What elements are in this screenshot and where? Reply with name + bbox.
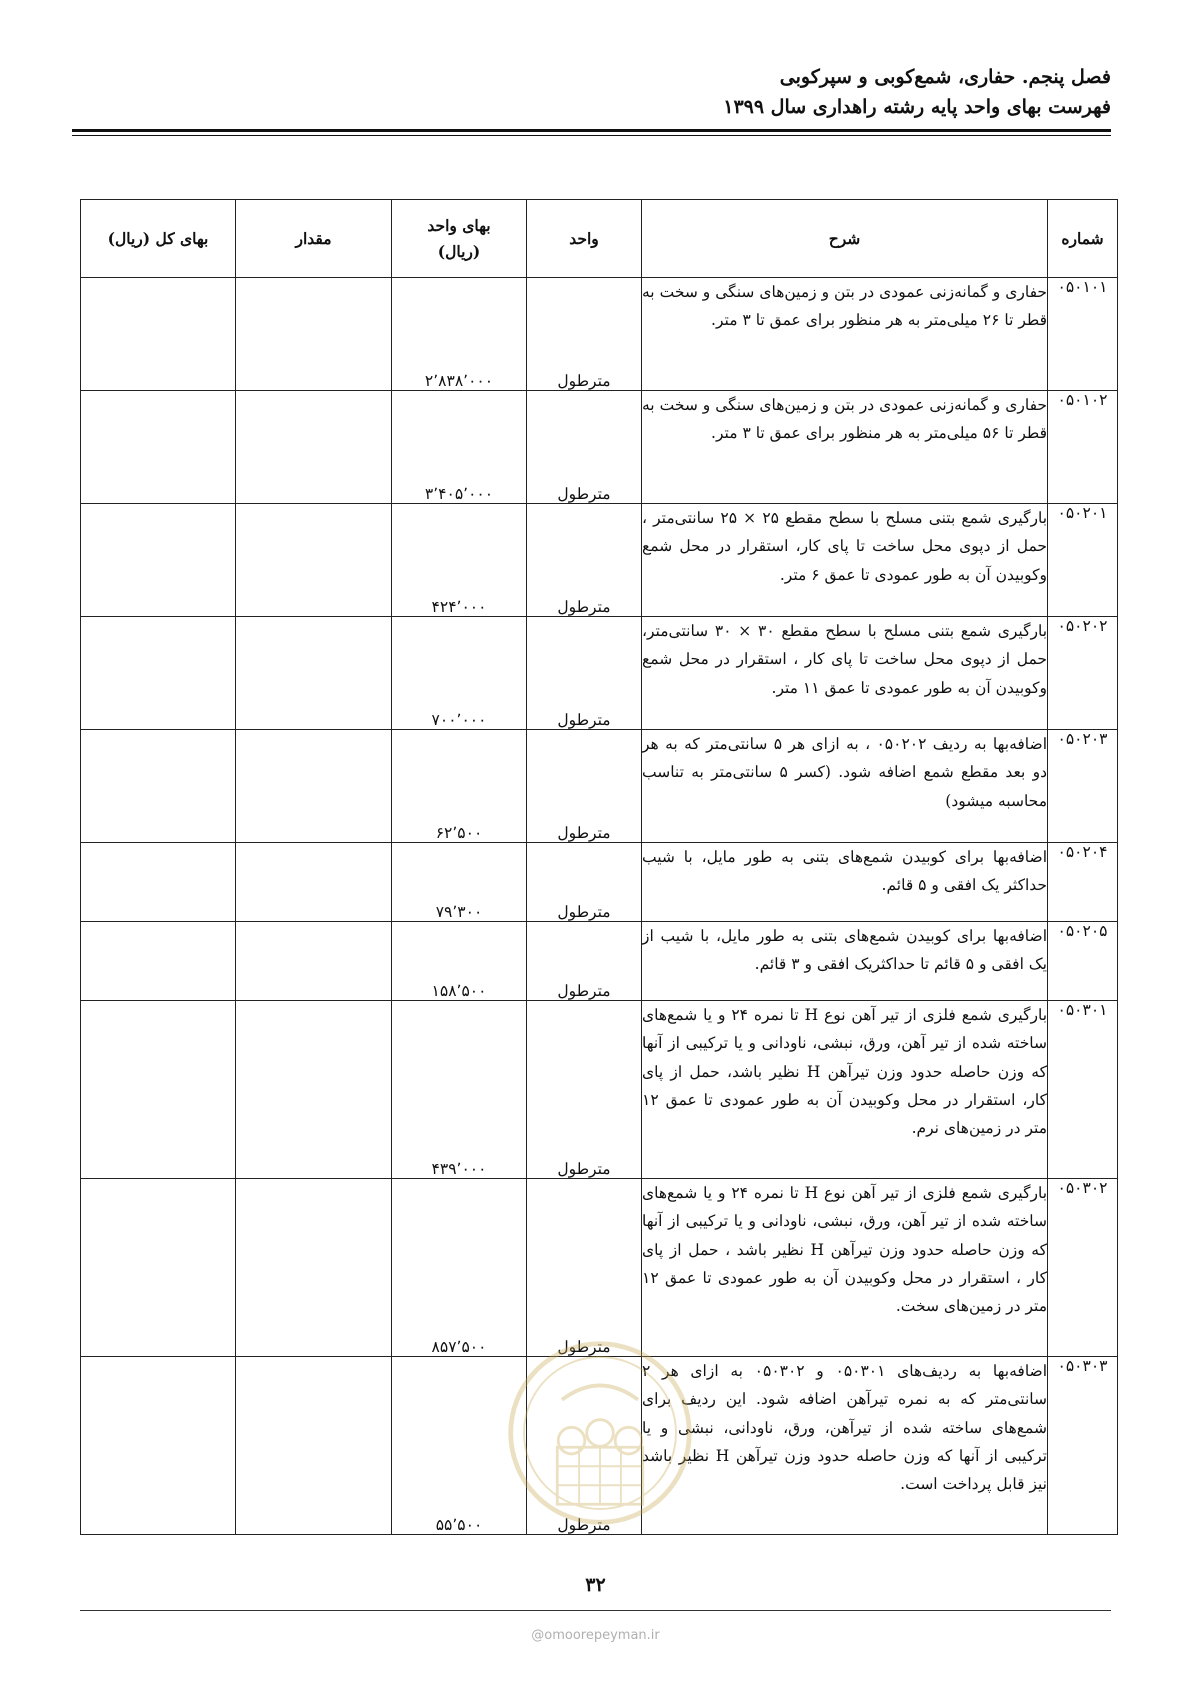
- col-header-quantity: مقدار: [236, 200, 392, 278]
- table-row: [81, 843, 1118, 922]
- row-number: ۰۵۰۳۰۱: [1048, 1001, 1118, 1179]
- row-unit: مترطول: [527, 730, 642, 843]
- row-unit-price: ۲٬۸۳۸٬۰۰۰: [392, 278, 527, 391]
- table-row: [81, 922, 1118, 1001]
- row-total-price[interactable]: [81, 391, 236, 504]
- row-number: ۰۵۰۲۰۵: [1048, 922, 1118, 1001]
- row-unit: مترطول: [527, 617, 642, 730]
- row-quantity[interactable]: [236, 1001, 392, 1179]
- row-total-price[interactable]: [81, 1357, 236, 1535]
- col-header-unit-price: [392, 200, 527, 278]
- row-unit-price: ۵۵٬۵۰۰: [392, 1357, 527, 1535]
- row-quantity[interactable]: [236, 730, 392, 843]
- row-unit-price: ۶۲٬۵۰۰: [392, 730, 527, 843]
- row-total-price[interactable]: [81, 843, 236, 922]
- row-description: اضافه‌بها به ردیف‌های ۰۵۰۳۰۱ و ۰۵۰۳۰۲ به ازای هر ۲ سانتی‌متر که به نمره تیرآهن اضافه شود. این ردیف برای شمع‌های ساخته شده از تیرآهن، ورق، ناودانی، نبشی و یا ترکیبی از آنها که وزن حاصله حدود وزن تیرآهن H نظیر باشد نیز قابل پرداخت است.: [642, 1357, 1048, 1535]
- col-header-unit-price-line1: بهای واحد: [427, 215, 491, 235]
- row-unit: مترطول: [527, 278, 642, 391]
- header-rule-thick: [72, 129, 1111, 132]
- seal-watermark-icon: [505, 1338, 695, 1528]
- footer-website-link[interactable]: @omoorepeyman.ir: [531, 1628, 660, 1643]
- row-unit-price: ۳٬۴۰۵٬۰۰۰: [392, 391, 527, 504]
- row-number: ۰۵۰۳۰۳: [1048, 1357, 1118, 1535]
- row-unit: مترطول: [527, 504, 642, 617]
- row-number: ۰۵۰۲۰۳: [1048, 730, 1118, 843]
- row-description: اضافه‌بها برای کوبیدن شمع‌های بتنی به طور مایل، با شیب از یک افقی و ۵ قائم تا حداکثریک افقی و ۳ قائم.: [642, 922, 1048, 1001]
- col-header-number: شماره: [1048, 200, 1118, 278]
- row-quantity[interactable]: [236, 391, 392, 504]
- table-row: [81, 278, 1118, 391]
- table-row: [81, 1179, 1118, 1357]
- header-rule-thin: [72, 135, 1111, 136]
- row-unit-price: ۱۵۸٬۵۰۰: [392, 922, 527, 1001]
- row-number: ۰۵۰۲۰۱: [1048, 504, 1118, 617]
- row-quantity[interactable]: [236, 278, 392, 391]
- col-header-unit-price-line2: (ریال): [437, 241, 481, 261]
- row-number: ۰۵۰۱۰۱: [1048, 278, 1118, 391]
- row-description: اضافه‌بها به ردیف ۰۵۰۲۰۲ ، به ازای هر ۵ سانتی‌متر که به هر دو بعد مقطع شمع اضافه شود. (کسر ۵ سانتی‌متر به تناسب محاسبه میشود): [642, 730, 1048, 843]
- row-unit: مترطول: [527, 1357, 642, 1535]
- col-header-total-price: بهای کل (ریال): [81, 200, 236, 278]
- page-number: ۳۲: [585, 1574, 606, 1596]
- chapter-title: فصل پنجم. حفاری، شمع‌کوبی و سپرکوبی: [779, 66, 1111, 88]
- row-description: بارگیری شمع بتنی مسلح با سطح مقطع ۲۵ × ۲۵ سانتی‌متر ، حمل از دپوی محل ساخت تا پای کار، استقرار در محل شمع وکوبیدن آن به طور عمودی تا عمق ۶ متر.: [642, 504, 1048, 617]
- row-unit-price: ۸۵۷٬۵۰۰: [392, 1179, 527, 1357]
- row-description: بارگیری شمع فلزی از تیر آهن نوع H تا نمره ۲۴ و یا شمع‌های ساخته شده از تیر آهن، ورق، نبشی، ناودانی و یا ترکیبی از آنها که وزن حاصله حدود وزن تیرآهن H نظیر باشد، حمل از پای کار، استقرار در محل وکوبیدن آن به طور عمودی تا عمق ۱۲ متر در زمین‌های نرم.: [642, 1001, 1048, 1179]
- row-unit-price: ۷۹٬۳۰۰: [392, 843, 527, 922]
- row-description: بارگیری شمع بتنی مسلح با سطح مقطع ۳۰ × ۳۰ سانتی‌متر، حمل از دپوی محل ساخت تا پای کار ، استقرار در محل شمع وکوبیدن آن به طور عمودی تا عمق ۱۱ متر.: [642, 617, 1048, 730]
- row-quantity[interactable]: [236, 1357, 392, 1535]
- row-total-price[interactable]: [81, 1001, 236, 1179]
- row-quantity[interactable]: [236, 843, 392, 922]
- row-total-price[interactable]: [81, 617, 236, 730]
- row-number: ۰۵۰۲۰۲: [1048, 617, 1118, 730]
- row-description: حفاری و گمانه‌زنی عمودی در بتن و زمین‌های سنگی و سخت به قطر تا ۲۶ میلی‌متر به هر منظور برای عمق تا ۳ متر.: [642, 278, 1048, 391]
- table-row: [81, 617, 1118, 730]
- row-unit: مترطول: [527, 1001, 642, 1179]
- row-description: اضافه‌بها برای کوبیدن شمع‌های بتنی به طور مایل، با شیب حداکثر یک افقی و ۵ قائم.: [642, 843, 1048, 922]
- row-description: حفاری و گمانه‌زنی عمودی در بتن و زمین‌های سنگی و سخت به قطر تا ۵۶ میلی‌متر به هر منظور برای عمق تا ۳ متر.: [642, 391, 1048, 504]
- row-number: ۰۵۰۳۰۲: [1048, 1179, 1118, 1357]
- row-total-price[interactable]: [81, 1179, 236, 1357]
- price-list-title: فهرست بهای واحد پایه رشته راهداری سال ۱۳۹۹: [723, 96, 1111, 118]
- row-unit: مترطول: [527, 922, 642, 1001]
- row-total-price[interactable]: [81, 730, 236, 843]
- col-header-description: شرح: [642, 200, 1048, 278]
- row-quantity[interactable]: [236, 504, 392, 617]
- row-number: ۰۵۰۲۰۴: [1048, 843, 1118, 922]
- table-header-row: [81, 200, 1118, 278]
- row-total-price[interactable]: [81, 504, 236, 617]
- table-row: [81, 391, 1118, 504]
- row-description: بارگیری شمع فلزی از تیر آهن نوع H تا نمره ۲۴ و یا شمع‌های ساخته شده از تیر آهن، ورق، نبشی، ناودانی و یا ترکیبی از آنها که وزن حاصله حدود وزن تیرآهن H نظیر باشد ، حمل از پای کار ، استقرار در محل وکوبیدن آن به طور عمودی تا عمق ۱۲ متر در زمین‌های سخت.: [642, 1179, 1048, 1357]
- col-header-unit: واحد: [527, 200, 642, 278]
- table-row: [81, 504, 1118, 617]
- table-row: [81, 1001, 1118, 1179]
- row-quantity[interactable]: [236, 617, 392, 730]
- price-table: [80, 199, 1118, 1535]
- row-unit: مترطول: [527, 1179, 642, 1357]
- row-number: ۰۵۰۱۰۲: [1048, 391, 1118, 504]
- row-unit-price: ۴۲۴٬۰۰۰: [392, 504, 527, 617]
- row-total-price[interactable]: [81, 922, 236, 1001]
- row-unit-price: ۴۳۹٬۰۰۰: [392, 1001, 527, 1179]
- row-unit: مترطول: [527, 391, 642, 504]
- row-unit: مترطول: [527, 843, 642, 922]
- footer-rule: [80, 1610, 1111, 1611]
- page-header: [80, 62, 1111, 122]
- row-quantity[interactable]: [236, 922, 392, 1001]
- row-total-price[interactable]: [81, 278, 236, 391]
- row-quantity[interactable]: [236, 1179, 392, 1357]
- row-unit-price: ۷۰۰٬۰۰۰: [392, 617, 527, 730]
- table-row: [81, 730, 1118, 843]
